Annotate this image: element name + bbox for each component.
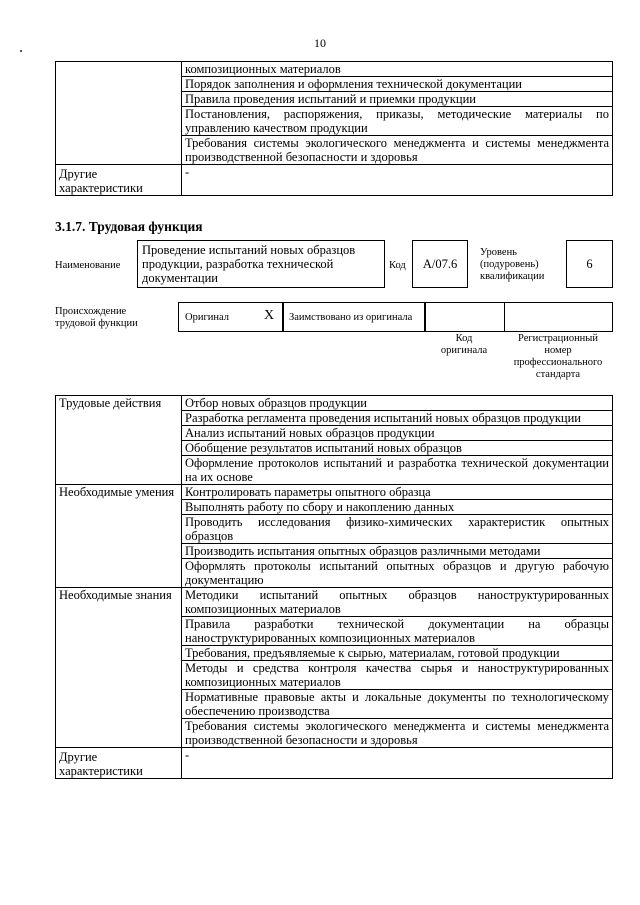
table-row: [56, 62, 613, 77]
name-label: Наименование: [55, 260, 121, 271]
level-label: Уровень (подуровень) квалификации: [480, 247, 545, 282]
table-cell: Выполнять работу по сбору и накоплению данных: [182, 500, 613, 515]
table-row: [56, 165, 613, 196]
main-table: [55, 395, 613, 779]
table-row: [56, 396, 613, 411]
table-cell: Методы и средства контроля качества сырья и наноструктурированных композиционных материалов: [182, 661, 613, 690]
page-number: 10: [314, 36, 326, 50]
table-cell: Правила разработки технической документации на образцы наноструктурированных композиционных материалов: [182, 617, 613, 646]
other-characteristics-label: Другие характеристики: [56, 165, 182, 196]
table-cell: Анализ испытаний новых образцов продукции: [182, 426, 613, 441]
table-cell: Отбор новых образцов продукции: [182, 396, 613, 411]
table-cell: Обобщение результатов испытаний новых образцов: [182, 441, 613, 456]
name-value: Проведение испытаний новых образцов продукции, разработка технической документации: [142, 243, 356, 285]
original-mark: X: [264, 308, 275, 323]
table-cell: Методики испытаний опытных образцов наноструктурированных композиционных материалов: [182, 588, 613, 617]
knowledge-label: Необходимые знания: [56, 588, 182, 748]
top-table: [55, 61, 613, 196]
code-value: А/07.6: [422, 256, 458, 271]
table-cell: Требования, предъявляемые к сырью, материалам, готовой продукции: [182, 646, 613, 661]
table-cell: Правила проведения испытаний и приемки продукции: [182, 92, 613, 107]
table-row: [56, 748, 613, 779]
table-cell: Требования системы экологического менеджмента и системы менеджмента производственной безопасности и здоровья: [182, 136, 613, 165]
reg-number-caption: Регистрационный номер профессионального стандарта: [513, 333, 603, 380]
level-box: [566, 240, 613, 288]
scan-speck: [20, 50, 22, 52]
section-heading: 3.1.7. Трудовая функция: [55, 219, 203, 234]
original-label: Оригинал: [185, 312, 229, 323]
table-cell: Разработка регламента проведения испытаний новых образцов продукции: [182, 411, 613, 426]
code-label: Код: [389, 260, 406, 271]
table-cell: Проводить исследования физико-химических характеристик опытных образцов: [182, 515, 613, 544]
code-box: [412, 240, 468, 288]
table-row: [56, 588, 613, 617]
other-characteristics-label: Другие характеристики: [56, 748, 182, 779]
other-characteristics-value: -: [182, 748, 613, 779]
table-cell: Производить испытания опытных образцов различными методами: [182, 544, 613, 559]
table-cell: Контролировать параметры опытного образца: [182, 485, 613, 500]
level-value: 6: [586, 256, 593, 271]
table-row: [56, 485, 613, 500]
actions-label: Трудовые действия: [56, 396, 182, 485]
table-cell: Оформление протоколов испытаний и разработка технической документации на их основе: [182, 456, 613, 485]
empty-cell: [56, 62, 182, 165]
origin-label: Происхождение трудовой функции: [55, 306, 138, 329]
borrowed-label: Заимствовано из оригинала: [289, 312, 413, 323]
table-cell: Порядок заполнения и оформления технической документации: [182, 77, 613, 92]
original-code-box: [425, 302, 505, 332]
reg-number-box: [504, 302, 613, 332]
original-code-caption: Код оригинала: [440, 333, 488, 356]
other-characteristics-value: -: [182, 165, 613, 196]
table-cell: Нормативные правовые акты и локальные документы по технологическому обеспечению производства: [182, 690, 613, 719]
skills-label: Необходимые умения: [56, 485, 182, 588]
table-cell: композиционных материалов: [182, 62, 613, 77]
table-cell: Постановления, распоряжения, приказы, методические материалы по управлению качеством продукции: [182, 107, 613, 136]
table-cell: Оформлять протоколы испытаний опытных образцов и другую рабочую документацию: [182, 559, 613, 588]
table-cell: Требования системы экологического менеджмента и системы менеджмента производственной безопасности и здоровья: [182, 719, 613, 748]
